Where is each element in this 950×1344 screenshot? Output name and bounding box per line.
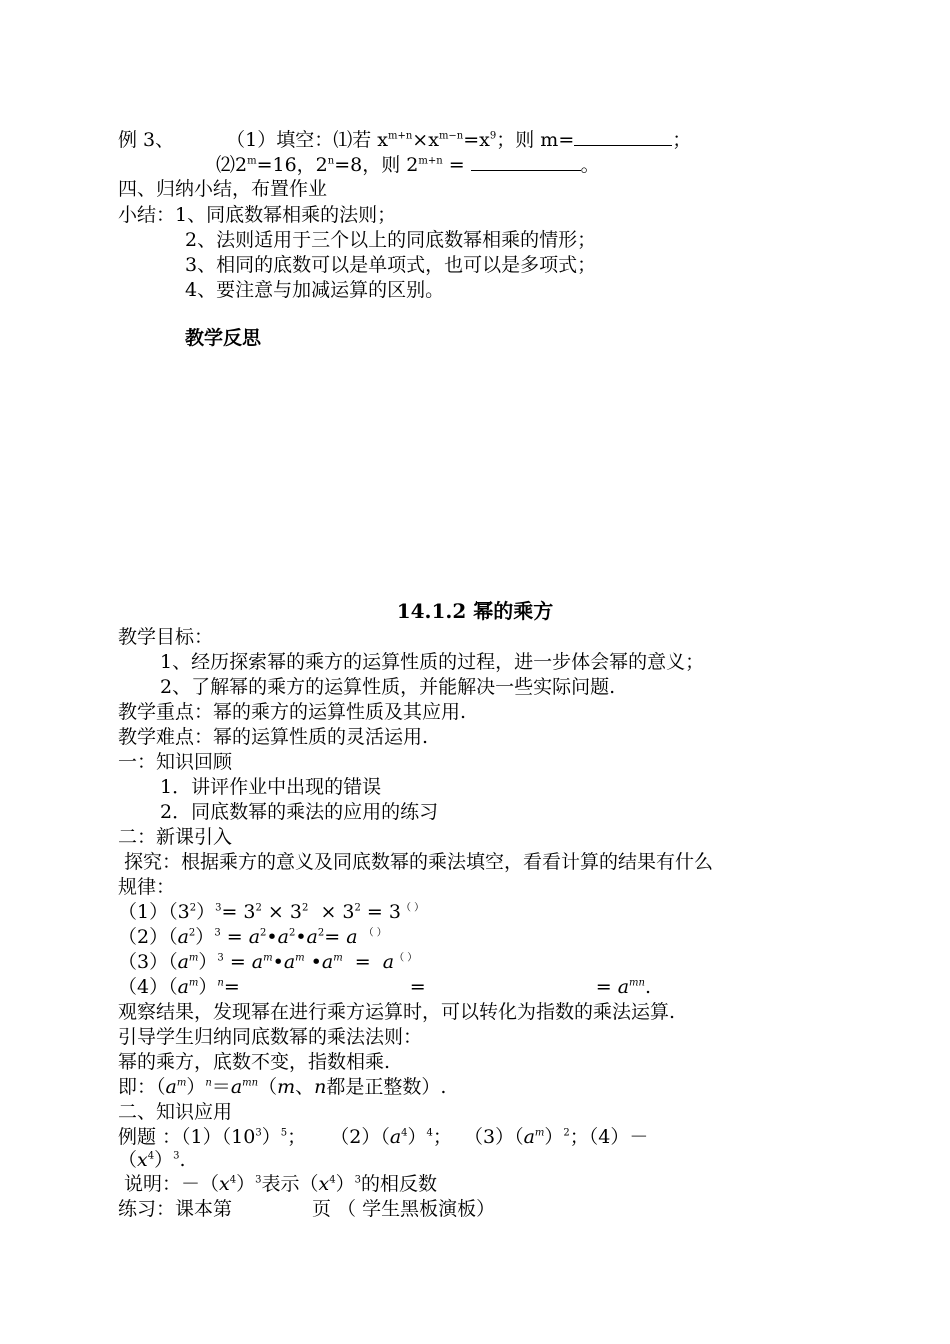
formula-row-3: $(3)(a^m)^3$ = $a^m•a^m$ $•a^m = a^{( )}$ [118, 951, 418, 973]
explore-line-1: 探究：根据乘方的意义及同底数幂的乘法填空，看看计算的结果有什么 [118, 851, 714, 873]
section4-heading: 四、归纳小结，布置作业 [118, 178, 328, 200]
text: 练习：课本第 [118, 1198, 233, 1220]
intro-label: 二：新课引入 [118, 826, 233, 848]
note-text: 说明：$-(x^4)^3$表示$(x^4)^3$的相反数 [118, 1173, 438, 1195]
example-label: 例题 ：（1）（10 [118, 1126, 256, 1148]
goal-1: 1、经历探索幂的乘方的运算性质的过程，进一步体会幂的意义； [160, 651, 705, 673]
summary-item-4: 4、要注意与加减运算的区别。 [185, 279, 445, 301]
formula-row-2: $(2)(a^2)^3$ = $a^2•a^2•a^2= a$ （ ） [118, 926, 387, 948]
exponent: n [327, 155, 335, 167]
goals-label: 教学目标： [118, 626, 214, 648]
example3-line1 [118, 127, 691, 152]
reflection-heading: 教学反思 [185, 327, 262, 349]
exponent: m+n [387, 130, 413, 142]
explore-line-2: 规律： [118, 876, 176, 898]
key-point: 教学重点：幂的乘方的运算性质及其应用. [118, 701, 467, 723]
times-text: ×x [412, 129, 439, 151]
example3-line2 [216, 152, 600, 177]
example-row: 例题 ：$(1)(10^3)^5$； $(2)(a^4)^4$； $(3)(a^m)^2$；（4）－ [118, 1126, 649, 1148]
answer-blank-m[interactable] [574, 127, 672, 146]
difficulty: 教学难点：幂的运算性质的灵活运用. [118, 726, 429, 748]
example3-label: 例 3、 [118, 129, 175, 151]
text: 表示（ [261, 1173, 319, 1195]
observe-text: 观察结果，发现幂在进行乘方运算时，可以转化为指数的乘法运算. [118, 1001, 676, 1023]
exponent: 9 [489, 130, 497, 142]
guide-text: 引导学生归纳同底数幂的乘法法则： [118, 1026, 423, 1048]
review-item-1: 1．讲评作业中出现的错误 [160, 776, 382, 798]
rule-text: 幂的乘方，底数不变，指数相乘. [118, 1051, 391, 1073]
example3-part1-prefix: （1）填空：⑴若 x [226, 129, 388, 151]
text: =16，2 [256, 154, 328, 176]
apply-label: 二、知识应用 [118, 1101, 233, 1123]
practice-text [118, 1197, 495, 1221]
lesson-title: 14.1.2 幂的乘方 [396, 599, 554, 623]
exponent: m−n [438, 130, 464, 142]
example3-part2-prefix: ⑵2 [216, 154, 248, 176]
equals-text: = [442, 154, 471, 176]
summary-item-1: 小结：1、同底数幂相乘的法则； [118, 204, 397, 226]
exponent: m+n [418, 155, 443, 167]
text: 页 （ 学生黑板演板） [312, 1198, 496, 1220]
punct: 。 [580, 154, 600, 176]
answer-blank-power[interactable] [471, 152, 581, 171]
punct: ； [672, 129, 692, 151]
text: 的相反数 [361, 1173, 438, 1195]
summary-item-2: 2、法则适用于三个以上的同底数幂相乘的情形； [185, 229, 597, 251]
review-item-2: 2．同底数幂的乘法的应用的练习 [160, 801, 439, 823]
summary-item-3: 3、相同的底数可以是单项式，也可以是多项式； [185, 254, 597, 276]
formula-row-4: $(4)(a^m)^n=$ = = $a^{mn}$. [118, 976, 651, 998]
text: 说明：－（ [118, 1173, 220, 1195]
formula-row-1: $(1)(3^2)^3= 3^2 \times 3^2 \times 3^2 = 3^{( )}$ [118, 901, 425, 923]
goal-2: 2、了解幂的乘方的运算性质，并能解决一些实际问题. [160, 676, 616, 698]
text: 都是正整数）. [326, 1076, 447, 1098]
text: =8，则 2 [334, 154, 419, 176]
formula-statement: 即：$(a^m)^n=a^{mn}(m$、n都是正整数）. [118, 1076, 447, 1098]
exponent: m [247, 155, 257, 167]
equals-text: =x [463, 129, 490, 151]
text: 即：（ [118, 1076, 166, 1098]
example-row-cont: $(x^4)^3$. [118, 1149, 186, 1171]
example3-part1-suffix: ；则 m= [496, 129, 575, 151]
review-label: 一：知识回顾 [118, 751, 233, 773]
